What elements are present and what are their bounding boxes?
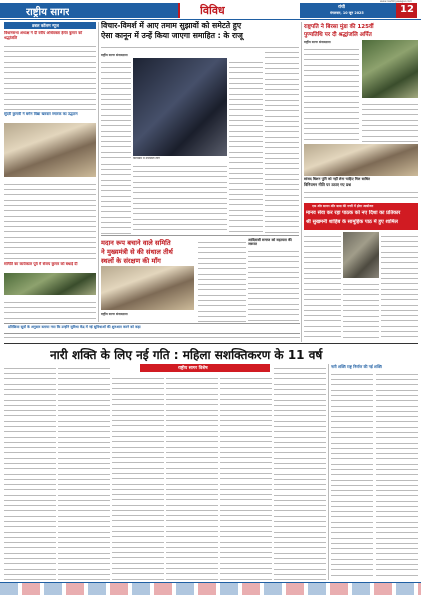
red-banner-body-1: [304, 232, 341, 340]
masthead-date: मंगलवार, 10 जून 2025: [330, 11, 364, 15]
left-headline-1: विधानसभा अध्यक्ष ने दी वरीय अधिवक्ता हेमंत कुमार को श्रद्धांजलि: [4, 31, 83, 40]
special-ribbon-text: राष्ट्रीय सागर विशेष: [178, 366, 208, 371]
second-sub-headline: आदिवासी समाज को सहायता की जरूरत: [248, 238, 292, 247]
left-photo-1: [4, 123, 96, 177]
main-body-col2: [229, 58, 263, 234]
main-photo: [133, 58, 227, 156]
second-headline-line3: स्थलों के संरक्षण की माँग: [101, 257, 161, 265]
second-headline-line2: ने मुख्यमंत्री से की संथाल तीर्थ: [101, 248, 173, 256]
double-column-label: डबल कॉलम न्यूज: [32, 23, 59, 28]
special-col2: [58, 364, 110, 580]
special-col7: [331, 370, 373, 580]
left-body-2: [4, 180, 96, 260]
special-right-headline: नारी शक्ति राष्ट्र निर्माण की नई शक्ति: [331, 364, 382, 369]
column-divider-1: [98, 22, 99, 322]
website: www.rashtriyasagar.com: [380, 0, 412, 3]
bottom-strip-text: प्रतिक्रिया सूत्रों के अनुसार बताया गया कि उन्होंने सुविधा केंद्र में नई सुविधाओं की शुरुआत करने को कहा: [8, 325, 141, 329]
special-divider: [328, 364, 329, 580]
special-col5: [220, 374, 272, 580]
red-banner-line1: मानव सेवा कर रहा पाठक को नए दिशा का प्रतिकार: [306, 210, 401, 216]
red-banner-top-text: एक ओर सावन और बाबा की नगरी में होगा आयोजन: [312, 203, 374, 208]
footer-rule: [0, 582, 421, 583]
special-col4: [166, 374, 218, 580]
main-body-col1b: [101, 160, 131, 234]
special-col1: [4, 364, 56, 580]
left-headline-2: सुंदरी कुमारी ने बर्मन विद्या खरवार स्मारक का उद्घाटन: [4, 112, 78, 116]
special-headline: नारी शक्ति के लिए नई गति : महिला सशक्तिकरण के 11 वर्ष: [50, 348, 323, 362]
masthead: [0, 0, 421, 19]
main-body-col3: [265, 43, 299, 234]
masthead-title: राष्ट्रीय सागर: [26, 7, 70, 18]
section-title: विविध: [200, 4, 225, 17]
main-photo-caption: कार्यक्रम में उपस्थित लोग: [133, 157, 160, 160]
second-photo: [101, 266, 194, 310]
masthead-divider: [178, 3, 180, 18]
special-col8: [376, 370, 418, 580]
right-small-headline-2: विनियमन नीति पर उठाए गए प्रश्न: [304, 182, 351, 187]
footer-bar: [0, 583, 421, 595]
red-banner-body-3: [381, 232, 418, 340]
second-body-2: [248, 247, 299, 322]
bottom-strip-body: [4, 333, 300, 341]
masthead-city: रांची: [338, 5, 346, 10]
main-body-col1: [101, 58, 131, 158]
special-col6: [274, 364, 326, 580]
left-body-3: [4, 298, 96, 322]
right-headline-line2: पुण्यतिथि पर दी श्रद्धांजलि अर्पित: [304, 32, 372, 38]
right-byline: राष्ट्रीय सागर संवाददाता: [304, 40, 331, 44]
left-headline-3: समिति का कार्यकाल पूर्व में संजय कुमार को बधाई दी: [4, 262, 78, 266]
main-byline: राष्ट्रीय सागर संवाददाता: [101, 53, 128, 57]
main-body-photo-under: [133, 162, 227, 234]
second-story-rule: [101, 235, 299, 236]
masthead-underline: [0, 19, 421, 20]
red-banner-photo: [343, 232, 379, 278]
right-body-1: [304, 45, 359, 143]
red-banner-body-2: [343, 280, 379, 340]
second-headline-line1: मदान रूप बचाने वाले समिति: [101, 239, 171, 247]
special-col3: [112, 374, 164, 580]
second-body: [198, 238, 246, 322]
red-banner-line2: श्री सुखमनी शाहिब के सामूहिक पाठ में हुए शामिल: [306, 219, 398, 225]
right-body-3: [304, 188, 418, 202]
main-headline-line1: विचार-विमर्श में आए तमाम सुझावों को समेटते हुए: [101, 21, 242, 30]
right-photo-2: [304, 144, 418, 176]
left-column: [4, 22, 96, 322]
right-body-2: [362, 100, 418, 143]
main-headline-line2: ऐसा कानून में उन्हें किया जाएगा समाहित : के राजू: [101, 31, 243, 40]
left-body-1: [4, 42, 96, 110]
column-divider-2: [301, 22, 302, 342]
special-top-rule: [4, 343, 418, 344]
left-photo-2: [4, 273, 96, 295]
second-byline: राष्ट्रीय सागर संवाददाता: [101, 312, 128, 316]
right-headline-line1: राष्ट्रपति ने बिरसा मुंडा की 125वीं: [304, 24, 374, 30]
right-photo: [362, 40, 418, 98]
right-small-headline-1: सांसद बिशन पूर्ति को नहीं लेना चाहिए मिल साबित: [304, 177, 370, 181]
page-number: 12: [400, 4, 414, 15]
